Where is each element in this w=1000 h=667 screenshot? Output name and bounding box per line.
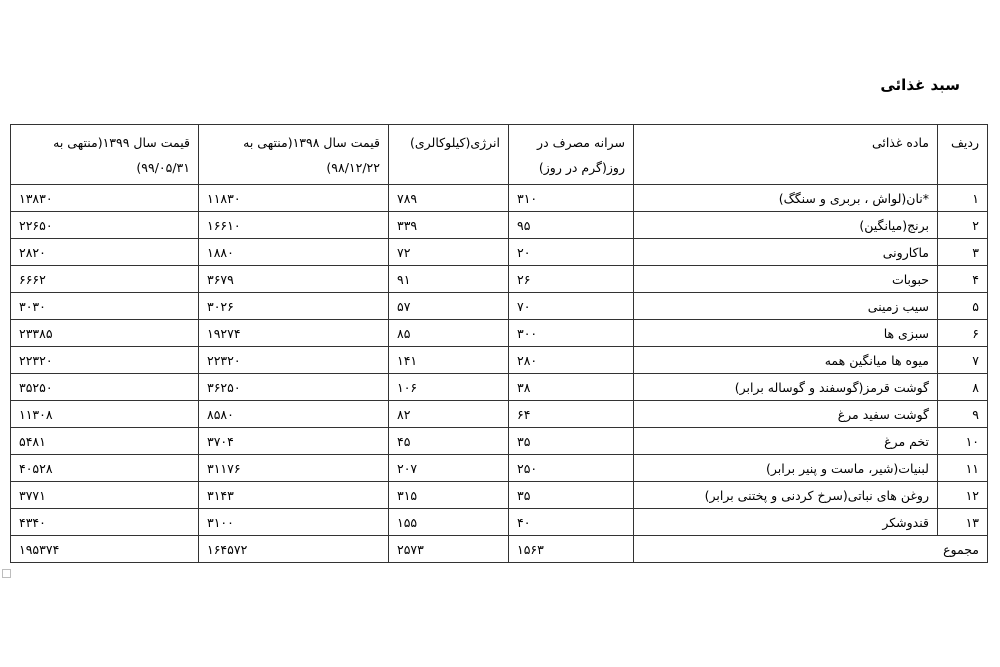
header-price-1398: قیمت سال ۱۳۹۸(منتهی به ۹۸/۱۲/۲۲)	[199, 125, 389, 185]
cell-price-1398: ۱۸۸۰	[199, 239, 389, 266]
cell-price-1399: ۵۴۸۱	[11, 428, 199, 455]
total-label: مجموع	[634, 536, 988, 563]
cell-food-item: برنج(میانگین)	[634, 212, 938, 239]
cell-price-1398: ۱۶۶۱۰	[199, 212, 389, 239]
cell-daily-consumption: ۳۱۰	[509, 185, 634, 212]
table-row	[11, 320, 988, 347]
cell-daily-consumption: ۲۵۰	[509, 455, 634, 482]
cell-price-1399: ۲۲۳۲۰	[11, 347, 199, 374]
cell-energy: ۸۵	[389, 320, 509, 347]
cell-price-1399: ۶۶۶۲	[11, 266, 199, 293]
cell-food-item: سیب زمینی	[634, 293, 938, 320]
cell-price-1399: ۱۱۳۰۸	[11, 401, 199, 428]
cell-energy: ۱۰۶	[389, 374, 509, 401]
table-row	[11, 293, 988, 320]
cell-food-item: تخم مرغ	[634, 428, 938, 455]
cell-food-item: سبزی ها	[634, 320, 938, 347]
cell-row-number: ۹	[938, 401, 988, 428]
cell-row-number: ۱۱	[938, 455, 988, 482]
table-row	[11, 347, 988, 374]
cell-energy: ۲۰۷	[389, 455, 509, 482]
cell-energy: ۹۱	[389, 266, 509, 293]
cell-price-1398: ۱۱۸۳۰	[199, 185, 389, 212]
cell-row-number: ۱	[938, 185, 988, 212]
cell-daily-consumption: ۳۸	[509, 374, 634, 401]
header-row-number: ردیف	[938, 125, 988, 185]
cell-food-item: حبوبات	[634, 266, 938, 293]
cell-price-1399: ۲۲۶۵۰	[11, 212, 199, 239]
cell-daily-consumption: ۶۴	[509, 401, 634, 428]
cell-price-1398: ۳۶۲۵۰	[199, 374, 389, 401]
cell-energy: ۴۵	[389, 428, 509, 455]
cell-energy: ۱۵۵	[389, 509, 509, 536]
cell-price-1398: ۳۱۰۰	[199, 509, 389, 536]
cell-energy: ۷۸۹	[389, 185, 509, 212]
header-price-1399: قیمت سال ۱۳۹۹(منتهی به ۹۹/۰۵/۳۱)	[11, 125, 199, 185]
cell-daily-consumption: ۷۰	[509, 293, 634, 320]
cell-energy: ۳۳۹	[389, 212, 509, 239]
cell-energy: ۱۴۱	[389, 347, 509, 374]
header-energy: انرژی(کیلوکالری)	[389, 125, 509, 185]
cell-price-1398: ۸۵۸۰	[199, 401, 389, 428]
document-title: سبد غذائی	[880, 76, 960, 94]
cell-row-number: ۴	[938, 266, 988, 293]
cell-price-1399: ۳۰۳۰	[11, 293, 199, 320]
table-row	[11, 455, 988, 482]
table-row	[11, 185, 988, 212]
cell-price-1399: ۲۸۲۰	[11, 239, 199, 266]
cell-price-1399: ۴۰۵۲۸	[11, 455, 199, 482]
cell-row-number: ۱۳	[938, 509, 988, 536]
cell-food-item: لبنیات(شیر، ماست و پنیر برابر)	[634, 455, 938, 482]
table-row	[11, 266, 988, 293]
cell-price-1398: ۳۰۲۶	[199, 293, 389, 320]
header-daily-consumption: سرانه مصرف در روز(گرم در روز)	[509, 125, 634, 185]
cell-energy: ۷۲	[389, 239, 509, 266]
total-price-1399: ۱۹۵۳۷۴	[11, 536, 199, 563]
cell-row-number: ۲	[938, 212, 988, 239]
table-body	[11, 185, 988, 536]
cell-price-1399: ۲۳۳۸۵	[11, 320, 199, 347]
cell-daily-consumption: ۹۵	[509, 212, 634, 239]
paragraph-end-marker	[2, 569, 11, 578]
table-row	[11, 212, 988, 239]
cell-price-1398: ۲۲۳۲۰	[199, 347, 389, 374]
cell-row-number: ۱۲	[938, 482, 988, 509]
cell-price-1399: ۱۳۸۳۰	[11, 185, 199, 212]
cell-row-number: ۸	[938, 374, 988, 401]
cell-row-number: ۶	[938, 320, 988, 347]
cell-daily-consumption: ۲۸۰	[509, 347, 634, 374]
cell-food-item: گوشت قرمز(گوسفند و گوساله برابر)	[634, 374, 938, 401]
cell-food-item: قندوشکر	[634, 509, 938, 536]
cell-daily-consumption: ۴۰	[509, 509, 634, 536]
cell-food-item: روغن های نباتی(سرخ کردنی و پختنی برابر)	[634, 482, 938, 509]
cell-daily-consumption: ۳۵	[509, 482, 634, 509]
cell-price-1399: ۳۷۷۱	[11, 482, 199, 509]
cell-row-number: ۵	[938, 293, 988, 320]
cell-price-1398: ۳۱۱۷۶	[199, 455, 389, 482]
table-total-row	[11, 536, 988, 563]
cell-daily-consumption: ۲۰	[509, 239, 634, 266]
total-energy: ۲۵۷۳	[389, 536, 509, 563]
cell-price-1398: ۱۹۲۷۴	[199, 320, 389, 347]
cell-row-number: ۳	[938, 239, 988, 266]
cell-price-1399: ۴۳۴۰	[11, 509, 199, 536]
table-row	[11, 482, 988, 509]
cell-food-item: میوه ها میانگین همه	[634, 347, 938, 374]
cell-food-item: ماکارونی	[634, 239, 938, 266]
cell-daily-consumption: ۲۶	[509, 266, 634, 293]
cell-energy: ۵۷	[389, 293, 509, 320]
table-header-row	[11, 125, 988, 185]
cell-daily-consumption: ۳۵	[509, 428, 634, 455]
total-price-1398: ۱۶۴۵۷۲	[199, 536, 389, 563]
table-row	[11, 428, 988, 455]
cell-price-1398: ۳۷۰۴	[199, 428, 389, 455]
cell-food-item: گوشت سفید مرغ	[634, 401, 938, 428]
cell-energy: ۳۱۵	[389, 482, 509, 509]
food-basket-table	[10, 124, 988, 563]
cell-price-1398: ۳۱۴۳	[199, 482, 389, 509]
total-consumption: ۱۵۶۳	[509, 536, 634, 563]
cell-price-1399: ۳۵۲۵۰	[11, 374, 199, 401]
table-row	[11, 374, 988, 401]
cell-price-1398: ۳۶۷۹	[199, 266, 389, 293]
table-row	[11, 401, 988, 428]
cell-daily-consumption: ۳۰۰	[509, 320, 634, 347]
header-food-item: ماده غذائی	[634, 125, 938, 185]
table-row	[11, 509, 988, 536]
table-row	[11, 239, 988, 266]
cell-energy: ۸۲	[389, 401, 509, 428]
cell-row-number: ۷	[938, 347, 988, 374]
cell-food-item: *نان(لواش ، بربری و سنگگ)	[634, 185, 938, 212]
cell-row-number: ۱۰	[938, 428, 988, 455]
